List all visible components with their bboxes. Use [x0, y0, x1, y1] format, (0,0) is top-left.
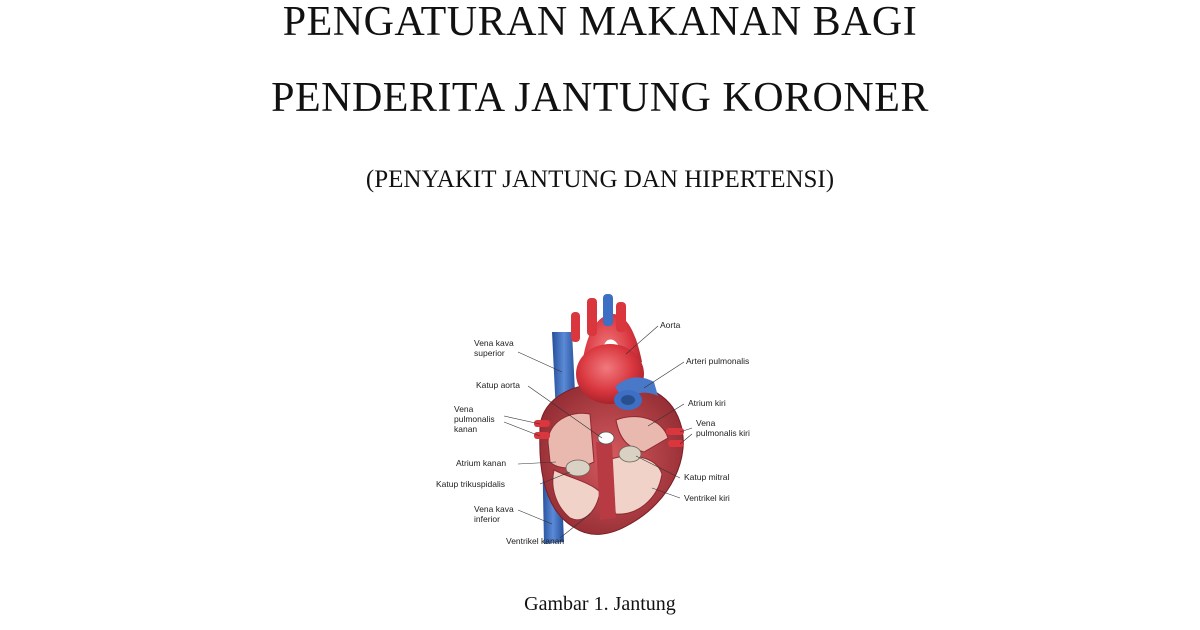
katup-mitral-shape — [619, 446, 641, 462]
page-title-line-1: PENGATURAN MAKANAN BAGI — [282, 0, 918, 45]
katup-trikuspidalis-shape — [566, 460, 590, 476]
figure-caption: Gambar 1. Jantung — [524, 593, 676, 615]
label-aorta: Aorta — [660, 320, 681, 330]
label-katup-mitral: Katup mitral — [684, 472, 730, 482]
aorta-branch-4 — [571, 312, 580, 342]
label-vena-kava-inferior-1: Vena kava — [474, 504, 514, 514]
label-atrium-kiri: Atrium kiri — [688, 398, 726, 408]
aorta-branch-2 — [603, 294, 613, 326]
heart-diagram-figure — [430, 292, 790, 560]
label-ventrikel-kanan: Ventrikel kanan — [506, 536, 565, 546]
label-ventrikel-kiri: Ventrikel kiri — [684, 493, 730, 503]
label-vena-kava-superior-2: superior — [474, 348, 505, 358]
label-atrium-kanan: Atrium kanan — [456, 458, 507, 468]
page-subtitle: (PENYAKIT JANTUNG DAN HIPERTENSI) — [365, 166, 835, 193]
label-vena-kava-superior-1: Vena kava — [474, 338, 514, 348]
label-vena-pulmonalis-kanan-1: Vena — [454, 404, 474, 414]
label-vena-pulmonalis-kiri-2: pulmonalis kiri — [696, 428, 750, 438]
katup-aorta-shape — [598, 432, 614, 444]
aorta-branch-1 — [587, 298, 597, 336]
aorta-branch-3 — [616, 302, 626, 332]
label-vena-pulmonalis-kanan-2: pulmonalis — [454, 414, 495, 424]
heart-anatomy-illustration — [430, 292, 790, 560]
label-katup-trikuspidalis: Katup trikuspidalis — [436, 479, 505, 489]
label-arteri-pulmonalis: Arteri pulmonalis — [686, 356, 750, 366]
label-vena-pulmonalis-kiri-1: Vena — [696, 418, 716, 428]
page-title-line-2: PENDERITA JANTUNG KORONER — [271, 75, 929, 121]
label-vena-pulmonalis-kanan-3: kanan — [454, 424, 478, 434]
label-vena-kava-inferior-2: inferior — [474, 514, 500, 524]
label-katup-aorta: Katup aorta — [476, 380, 520, 390]
